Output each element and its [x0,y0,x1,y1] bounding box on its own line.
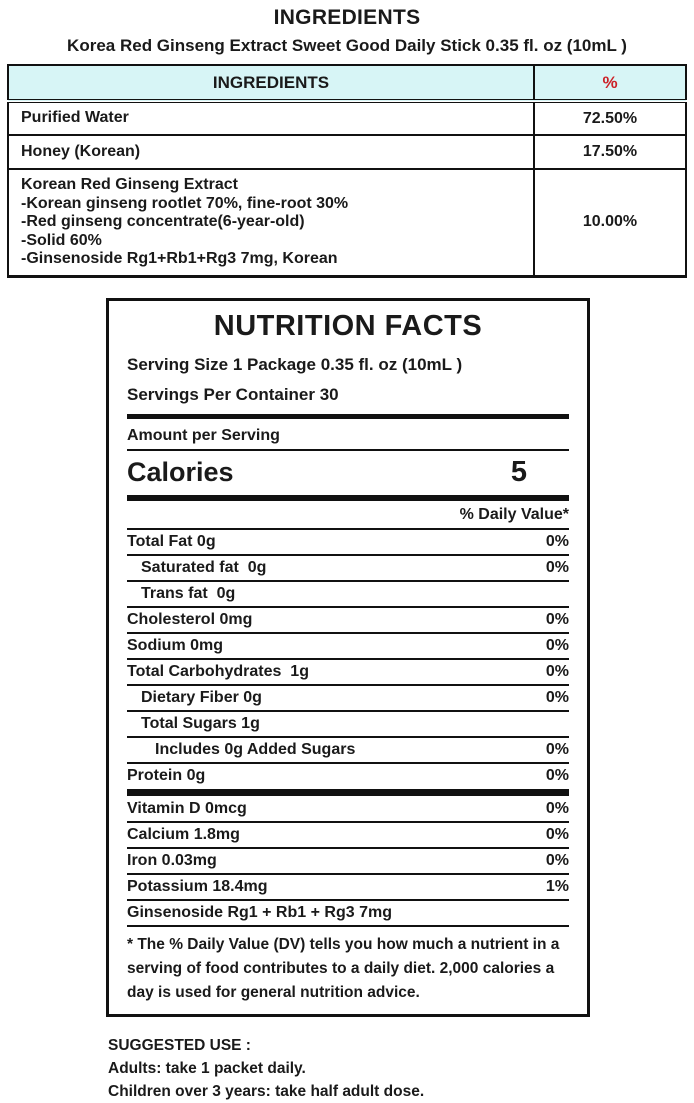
nutrient-row [127,634,569,658]
percent-column-header: % [534,65,686,101]
nutrient-value: 1% [545,877,569,895]
nutrient-value: 0% [545,851,569,869]
nutrient-value: 0% [545,636,569,654]
nutrient-value: 0% [545,532,569,550]
nutrient-rows [127,530,569,927]
nutrient-label: Dietary Fiber 0g [141,688,262,706]
nutrient-label: Trans fat 0g [141,584,236,602]
ingredient-table-row [8,135,686,169]
suggested-use-lines [108,1057,694,1103]
nutrition-facts-panel [106,298,590,1017]
ingredient-line: Korean Red Ginseng Extract [21,176,238,193]
ingredient-percent-cell: 72.50% [534,101,686,135]
nutrient-value: 0% [545,662,569,680]
ingredient-line: -Solid 60% [21,231,102,249]
nutrient-label: Iron 0.03mg [127,851,217,869]
nutrient-label: Total Fat 0g [127,532,216,550]
nutrient-label: Total Carbohydrates 1g [127,662,309,680]
ingredient-line: -Korean ginseng rootlet 70%, fine-root 30% [21,194,349,212]
ingredients-table-header [8,65,686,101]
ingredient-line: -Ginsenoside Rg1+Rb1+Rg3 7mg, Korean [21,250,338,267]
nutrient-label: Protein 0g [127,766,206,784]
nutrient-label: Potassium 18.4mg [127,877,268,895]
nutrient-value: 0% [545,740,569,758]
nutrient-label: Saturated fat 0g [141,558,267,576]
calories-label: Calories [127,456,234,487]
nutrient-label: Vitamin D 0mcg [127,799,247,817]
serving-size-line: Serving Size 1 Package 0.35 fl. oz (10mL ) [127,354,463,374]
nutrient-value: 0% [545,610,569,628]
daily-value-footnote: * The % Daily Value (DV) tells you how much a nutrient in a serving of food contributes to a daily diet. 2,000 calories a day is used for general nutrition advice. [127,935,560,1001]
thick-divider [127,414,569,419]
nutrient-label: Cholesterol 0mg [127,610,253,628]
nutrition-facts-title: NUTRITION FACTS [213,309,483,342]
ingredient-line: -Red ginseng concentrate(6-year-old) [21,213,305,230]
nutrient-row [127,738,569,762]
nutrient-row [127,556,569,580]
nutrient-value: 0% [545,825,569,843]
nutrient-value: 0% [545,558,569,576]
suggested-use-line: Adults: take 1 packet daily. [108,1059,306,1077]
calories-row [127,451,569,492]
suggested-use-line: Children over 3 years: take half adult dose. [108,1082,425,1100]
ingredient-percent-cell: 17.50% [534,135,686,169]
nutrient-value: 0% [545,688,569,706]
nutrient-label: Sodium 0mg [127,636,224,654]
ingredient-table-row [8,169,686,276]
daily-value-header: % Daily Value* [459,505,569,523]
thick-divider [127,495,569,501]
nutrient-row [127,901,569,925]
ingredients-header-row [8,65,686,101]
nutrient-row [127,660,569,684]
nutrient-row [127,764,569,788]
nutrient-row [127,823,569,847]
ingredients-column-header: INGREDIENTS [8,65,534,101]
ingredients-table [7,64,687,278]
nutrient-label: Calcium 1.8mg [127,825,240,843]
ingredient-line: Purified Water [21,109,129,127]
nutrient-label: Total Sugars 1g [141,714,260,732]
nutrient-value: 0% [545,766,569,784]
calories-value: 5 [510,455,527,488]
servings-per-container-line: Servings Per Container 30 [127,384,339,404]
nutrient-label: Ginsenoside Rg1 + Rb1 + Rg3 7mg [127,903,392,921]
nutrient-value: 0% [545,799,569,817]
ingredient-line: Honey (Korean) [21,142,141,160]
nutrient-row [127,582,569,606]
nutrient-row [127,875,569,899]
suggested-use-section [108,1034,694,1103]
page-title: INGREDIENTS [273,6,421,29]
ingredient-name-cell [8,169,534,276]
nutrient-row [127,849,569,873]
ingredient-percent-cell: 10.00% [534,169,686,276]
nutrient-row [127,712,569,736]
nutrient-row [127,686,569,710]
ingredient-table-row [8,101,686,135]
amount-per-serving-label: Amount per Serving [127,426,280,444]
ingredient-name-cell [8,135,534,169]
ingredients-table-body [8,101,686,276]
thick-divider [127,789,569,796]
suggested-use-heading: SUGGESTED USE : [108,1036,251,1054]
nutrient-row [127,530,569,554]
product-name-subtitle: Korea Red Ginseng Extract Sweet Good Daily Stick 0.35 fl. oz (10mL ) [67,36,627,55]
nutrient-row [127,608,569,632]
ingredient-name-cell [8,101,534,135]
nutrient-label: Includes 0g Added Sugars [155,740,356,758]
nutrient-row [127,797,569,821]
